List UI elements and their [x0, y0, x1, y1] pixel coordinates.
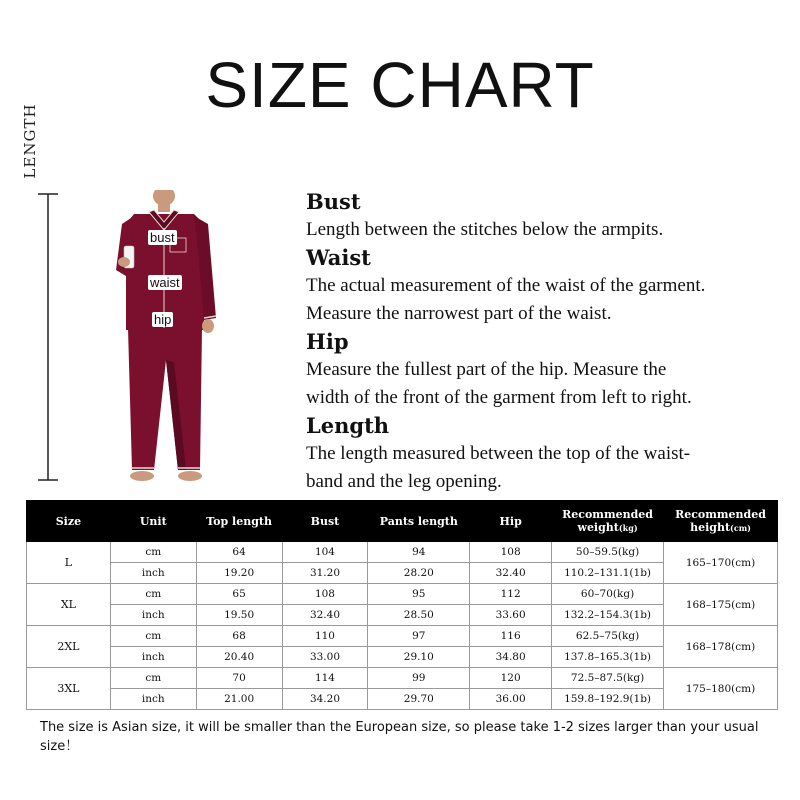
weight-cell: 110.2–131.1(1b) [552, 563, 664, 584]
pants-length-cell: 94 [368, 542, 470, 563]
unit-cell: cm [110, 584, 196, 605]
measurement-descriptions [306, 188, 786, 496]
weight-cell: 132.2–154.3(1b) [552, 605, 664, 626]
hip-heading: Hip [306, 329, 349, 354]
header-size: Size [27, 501, 111, 542]
table-row [27, 626, 778, 647]
header-height: Recommended height(cm) [664, 501, 778, 542]
top-length-cell: 64 [196, 542, 282, 563]
top-length-cell: 20.40 [196, 647, 282, 668]
size-cell: 3XL [27, 668, 111, 710]
header-hip: Hip [470, 501, 552, 542]
hip-cell: 108 [470, 542, 552, 563]
header-unit: Unit [110, 501, 196, 542]
unit-cell: inch [110, 689, 196, 710]
table-row [27, 542, 778, 563]
pants-length-cell: 97 [368, 626, 470, 647]
table-row [27, 668, 778, 689]
top-length-cell: 65 [196, 584, 282, 605]
length-desc-line: band and the leg opening. [306, 471, 502, 492]
size-cell: 2XL [27, 626, 111, 668]
top-length-cell: 70 [196, 668, 282, 689]
bust-cell: 110 [282, 626, 368, 647]
hip-desc-line: Measure the fullest part of the hip. Measure the [306, 359, 667, 380]
length-desc-line: The length measured between the top of the waist- [306, 443, 691, 464]
size-note: The size is Asian size, it will be smaller than the European size, so please take 1-2 sizes larger than your usual size！ [40, 720, 759, 754]
unit-cell: cm [110, 668, 196, 689]
pants-length-cell: 28.20 [368, 563, 470, 584]
top-length-cell: 19.50 [196, 605, 282, 626]
size-table [26, 500, 778, 710]
unit-cell: inch [110, 647, 196, 668]
header-bust: Bust [282, 501, 368, 542]
top-length-cell: 68 [196, 626, 282, 647]
header-top-length: Top length [196, 501, 282, 542]
height-unit: (cm) [730, 523, 751, 533]
weight-cell: 62.5–75(kg) [552, 626, 664, 647]
height-cell: 165–170(cm) [664, 542, 778, 584]
top-length-cell: 21.00 [196, 689, 282, 710]
top-length-cell: 19.20 [196, 563, 282, 584]
pants-length-cell: 28.50 [368, 605, 470, 626]
weight-cell: 60–70(kg) [552, 584, 664, 605]
table-row [27, 584, 778, 605]
bust-tag: bust [150, 230, 175, 245]
size-cell: XL [27, 584, 111, 626]
unit-cell: cm [110, 542, 196, 563]
page-title: SIZE CHART [205, 49, 595, 121]
weight-cell: 50–59.5(kg) [552, 542, 664, 563]
waist-tag: waist [150, 275, 180, 290]
unit-cell: inch [110, 605, 196, 626]
pants-length-cell: 95 [368, 584, 470, 605]
length-label: LENGTH [21, 103, 39, 179]
hip-cell: 32.40 [470, 563, 552, 584]
size-cell: L [27, 542, 111, 584]
hip-cell: 36.00 [470, 689, 552, 710]
bust-cell: 31.20 [282, 563, 368, 584]
header-pants-length: Pants length [368, 501, 470, 542]
bust-cell: 104 [282, 542, 368, 563]
weight-cell: 159.8–192.9(1b) [552, 689, 664, 710]
bust-cell: 33.00 [282, 647, 368, 668]
bust-cell: 108 [282, 584, 368, 605]
hip-tag: hip [154, 312, 172, 327]
waist-heading: Waist [306, 245, 371, 270]
length-heading: Length [306, 413, 390, 438]
hip-cell: 120 [470, 668, 552, 689]
height-cell: 168–175(cm) [664, 584, 778, 626]
bust-cell: 114 [282, 668, 368, 689]
bust-cell: 34.20 [282, 689, 368, 710]
height-cell: 168–178(cm) [664, 626, 778, 668]
pants-length-cell: 29.10 [368, 647, 470, 668]
pants-length-cell: 29.70 [368, 689, 470, 710]
pants-length-cell: 99 [368, 668, 470, 689]
hip-cell: 34.80 [470, 647, 552, 668]
height-cell: 175–180(cm) [664, 668, 778, 710]
unit-cell: inch [110, 563, 196, 584]
bust-desc-line: Length between the stitches below the armpits. [306, 219, 664, 240]
header-weight: Recommended weight(kg) [552, 501, 664, 542]
hip-cell: 33.60 [470, 605, 552, 626]
weight-unit: (kg) [618, 523, 638, 533]
length-ruler [24, 192, 84, 482]
bust-cell: 32.40 [282, 605, 368, 626]
hip-cell: 112 [470, 584, 552, 605]
bust-heading: Bust [306, 189, 361, 214]
unit-cell: cm [110, 626, 196, 647]
hip-cell: 116 [470, 626, 552, 647]
table-header-row [27, 501, 778, 542]
hip-desc-line: width of the front of the garment from left to right. [306, 387, 692, 408]
weight-cell: 72.5–87.5(kg) [552, 668, 664, 689]
waist-desc-line: Measure the narrowest part of the waist. [306, 303, 612, 324]
weight-cell: 137.8–165.3(1b) [552, 647, 664, 668]
waist-desc-line: The actual measurement of the waist of the garment. [306, 275, 706, 296]
